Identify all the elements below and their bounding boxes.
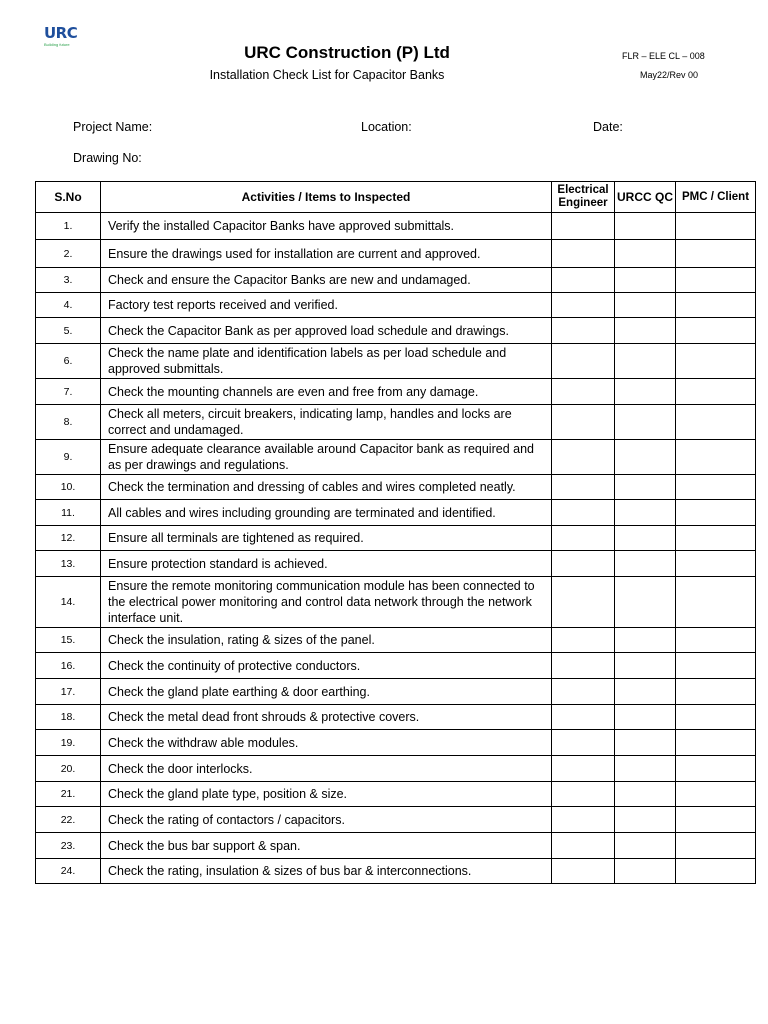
table-row (36, 268, 756, 293)
electrical-engineer-cell[interactable] (552, 807, 615, 833)
row-activity: Ensure protection standard is achieved. (101, 551, 552, 577)
electrical-engineer-cell[interactable] (552, 405, 615, 440)
row-sno: 15. (36, 628, 101, 653)
electrical-engineer-cell[interactable] (552, 475, 615, 500)
electrical-engineer-cell[interactable] (552, 268, 615, 293)
urcc-qc-cell[interactable] (615, 756, 676, 782)
table-row (36, 440, 756, 475)
pmc-client-cell[interactable] (676, 268, 756, 293)
header-sno: S.No (36, 182, 101, 213)
electrical-engineer-cell[interactable] (552, 318, 615, 344)
row-activity: Check the mounting channels are even and free from any damage. (101, 379, 552, 405)
urcc-qc-cell[interactable] (615, 833, 676, 859)
table-row (36, 756, 756, 782)
row-sno: 6. (36, 344, 101, 379)
table-row (36, 833, 756, 859)
row-activity: Check the rating of contactors / capacitors. (101, 807, 552, 833)
row-activity: Factory test reports received and verified. (101, 293, 552, 318)
pmc-client-cell[interactable] (676, 240, 756, 268)
pmc-client-cell[interactable] (676, 405, 756, 440)
urcc-qc-cell[interactable] (615, 679, 676, 705)
table-row (36, 782, 756, 807)
pmc-client-cell[interactable] (676, 679, 756, 705)
row-activity: Check the name plate and identification labels as per load schedule and approved submittals. (101, 344, 552, 379)
table-row (36, 628, 756, 653)
electrical-engineer-cell[interactable] (552, 440, 615, 475)
table-row (36, 730, 756, 756)
row-sno: 3. (36, 268, 101, 293)
electrical-engineer-cell[interactable] (552, 756, 615, 782)
table-row (36, 405, 756, 440)
electrical-engineer-cell[interactable] (552, 551, 615, 577)
date-label: Date: (593, 120, 623, 134)
row-activity: Check the metal dead front shrouds & protective covers. (101, 705, 552, 730)
row-activity: Ensure the drawings used for installation are current and approved. (101, 240, 552, 268)
checklist-table (35, 181, 756, 884)
table-row (36, 213, 756, 240)
urcc-qc-cell[interactable] (615, 705, 676, 730)
pmc-client-cell[interactable] (676, 526, 756, 551)
pmc-client-cell[interactable] (676, 628, 756, 653)
electrical-engineer-cell[interactable] (552, 500, 615, 526)
table-row (36, 318, 756, 344)
row-activity: Check the withdraw able modules. (101, 730, 552, 756)
pmc-client-cell[interactable] (676, 318, 756, 344)
row-activity: Check the door interlocks. (101, 756, 552, 782)
pmc-client-cell[interactable] (676, 577, 756, 628)
urcc-qc-cell[interactable] (615, 213, 676, 240)
electrical-engineer-cell[interactable] (552, 782, 615, 807)
row-activity: Check the continuity of protective conductors. (101, 653, 552, 679)
pmc-client-cell[interactable] (676, 859, 756, 884)
electrical-engineer-cell[interactable] (552, 679, 615, 705)
row-sno: 2. (36, 240, 101, 268)
row-sno: 18. (36, 705, 101, 730)
urcc-qc-cell[interactable] (615, 293, 676, 318)
urcc-qc-cell[interactable] (615, 268, 676, 293)
electrical-engineer-cell[interactable] (552, 859, 615, 884)
pmc-client-cell[interactable] (676, 213, 756, 240)
pmc-client-cell[interactable] (676, 440, 756, 475)
electrical-engineer-cell[interactable] (552, 833, 615, 859)
table-row (36, 500, 756, 526)
row-sno: 19. (36, 730, 101, 756)
row-sno: 21. (36, 782, 101, 807)
logo-tagline: Building future (44, 42, 70, 47)
drawing-no-label: Drawing No: (73, 151, 142, 165)
table-row (36, 551, 756, 577)
electrical-engineer-cell[interactable] (552, 705, 615, 730)
table-row (36, 807, 756, 833)
row-sno: 22. (36, 807, 101, 833)
row-activity: Verify the installed Capacitor Banks have approved submittals. (101, 213, 552, 240)
electrical-engineer-cell[interactable] (552, 653, 615, 679)
header-urcc-qc: URCC QC (615, 182, 676, 213)
urcc-qc-cell[interactable] (615, 807, 676, 833)
pmc-client-cell[interactable] (676, 500, 756, 526)
pmc-client-cell[interactable] (676, 756, 756, 782)
electrical-engineer-cell[interactable] (552, 379, 615, 405)
company-title: URC Construction (P) Ltd (244, 43, 450, 62)
urcc-qc-cell[interactable] (615, 730, 676, 756)
row-sno: 5. (36, 318, 101, 344)
table-row (36, 526, 756, 551)
logo-wordmark: URC (44, 24, 78, 42)
pmc-client-cell[interactable] (676, 379, 756, 405)
document-subtitle: Installation Check List for Capacitor Banks (209, 68, 445, 82)
urcc-qc-cell[interactable] (615, 526, 676, 551)
row-activity: Check the bus bar support & span. (101, 833, 552, 859)
pmc-client-cell[interactable] (676, 653, 756, 679)
row-sno: 4. (36, 293, 101, 318)
row-sno: 23. (36, 833, 101, 859)
row-activity: Check the termination and dressing of cables and wires completed neatly. (101, 475, 552, 500)
row-activity: Ensure all terminals are tightened as required. (101, 526, 552, 551)
row-activity: Check the rating, insulation & sizes of bus bar & interconnections. (101, 859, 552, 884)
table-row (36, 679, 756, 705)
table-row (36, 293, 756, 318)
urcc-qc-cell[interactable] (615, 475, 676, 500)
urcc-qc-cell[interactable] (615, 628, 676, 653)
urcc-qc-cell[interactable] (615, 782, 676, 807)
row-sno: 12. (36, 526, 101, 551)
pmc-client-cell[interactable] (676, 807, 756, 833)
row-sno: 9. (36, 440, 101, 475)
row-activity: All cables and wires including grounding are terminated and identified. (101, 500, 552, 526)
urcc-qc-cell[interactable] (615, 440, 676, 475)
pmc-client-cell[interactable] (676, 293, 756, 318)
urcc-qc-cell[interactable] (615, 500, 676, 526)
table-row (36, 577, 756, 628)
table-row (36, 705, 756, 730)
electrical-engineer-cell[interactable] (552, 240, 615, 268)
row-activity: Check all meters, circuit breakers, indicating lamp, handles and locks are correct and undamaged. (101, 405, 552, 440)
row-activity: Check the gland plate type, position & size. (101, 782, 552, 807)
urcc-qc-cell[interactable] (615, 653, 676, 679)
row-sno: 16. (36, 653, 101, 679)
electrical-engineer-cell[interactable] (552, 577, 615, 628)
row-activity: Check the gland plate earthing & door earthing. (101, 679, 552, 705)
urcc-qc-cell[interactable] (615, 240, 676, 268)
pmc-client-cell[interactable] (676, 344, 756, 379)
row-sno: 1. (36, 213, 101, 240)
electrical-engineer-cell[interactable] (552, 628, 615, 653)
urcc-qc-cell[interactable] (615, 379, 676, 405)
header-pmc-client: PMC / Client (676, 182, 756, 213)
document-code: FLR – ELE CL – 008 (622, 51, 705, 61)
document-revision: May22/Rev 00 (640, 70, 699, 80)
table-header-row (36, 182, 756, 213)
table-row (36, 475, 756, 500)
pmc-client-cell[interactable] (676, 475, 756, 500)
location-label: Location: (361, 120, 412, 134)
row-sno: 17. (36, 679, 101, 705)
table-row (36, 653, 756, 679)
header-electrical-engineer: Electrical Engineer (552, 182, 615, 213)
table-row (36, 344, 756, 379)
urcc-qc-cell[interactable] (615, 344, 676, 379)
row-activity: Check and ensure the Capacitor Banks are new and undamaged. (101, 268, 552, 293)
table-row (36, 240, 756, 268)
row-activity: Check the Capacitor Bank as per approved load schedule and drawings. (101, 318, 552, 344)
urcc-qc-cell[interactable] (615, 859, 676, 884)
row-sno: 24. (36, 859, 101, 884)
pmc-client-cell[interactable] (676, 551, 756, 577)
electrical-engineer-cell[interactable] (552, 213, 615, 240)
pmc-client-cell[interactable] (676, 705, 756, 730)
row-sno: 10. (36, 475, 101, 500)
pmc-client-cell[interactable] (676, 833, 756, 859)
row-activity: Ensure adequate clearance available around Capacitor bank as required and as per drawings and regulations. (101, 440, 552, 475)
urcc-qc-cell[interactable] (615, 318, 676, 344)
electrical-engineer-cell[interactable] (552, 293, 615, 318)
row-sno: 8. (36, 405, 101, 440)
header-activities: Activities / Items to Inspected (101, 182, 552, 213)
table-row (36, 379, 756, 405)
row-sno: 14. (36, 577, 101, 628)
row-sno: 7. (36, 379, 101, 405)
pmc-client-cell[interactable] (676, 782, 756, 807)
electrical-engineer-cell[interactable] (552, 344, 615, 379)
electrical-engineer-cell[interactable] (552, 526, 615, 551)
urcc-qc-cell[interactable] (615, 551, 676, 577)
row-sno: 11. (36, 500, 101, 526)
row-sno: 13. (36, 551, 101, 577)
electrical-engineer-cell[interactable] (552, 730, 615, 756)
urcc-qc-cell[interactable] (615, 405, 676, 440)
pmc-client-cell[interactable] (676, 730, 756, 756)
row-activity: Ensure the remote monitoring communication module has been connected to the electrical power monitoring and control data network through the network interface unit. (101, 577, 552, 628)
table-row (36, 859, 756, 884)
row-activity: Check the insulation, rating & sizes of the panel. (101, 628, 552, 653)
urcc-qc-cell[interactable] (615, 577, 676, 628)
project-name-label: Project Name: (73, 120, 153, 134)
row-sno: 20. (36, 756, 101, 782)
